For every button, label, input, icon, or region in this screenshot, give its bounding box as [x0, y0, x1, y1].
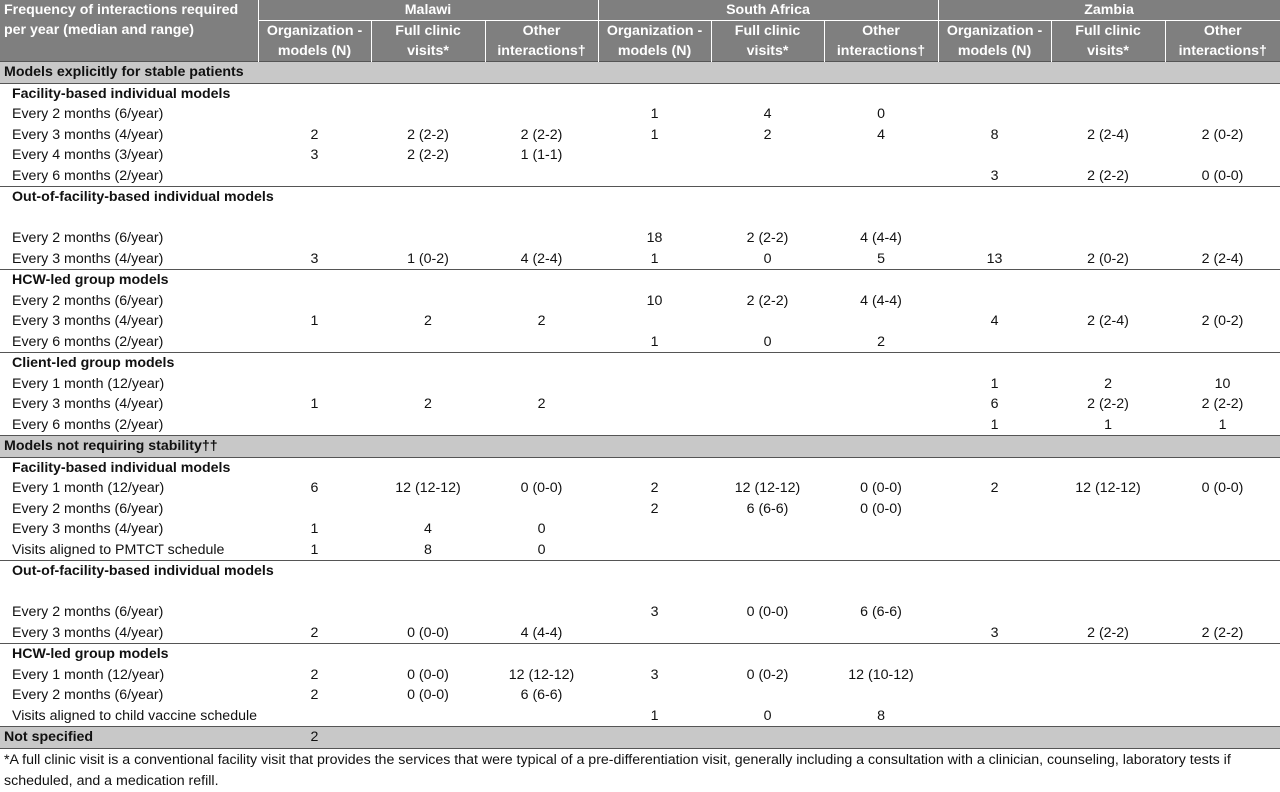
table-cell: [1165, 228, 1280, 249]
table-cell: 2: [990, 480, 999, 497]
table-cell: [938, 145, 1051, 166]
group-title: Client-led group models: [0, 353, 1280, 374]
table-cell: 5: [877, 250, 885, 267]
table-cell: [1051, 291, 1165, 312]
table-cell: [1051, 519, 1165, 540]
table-cell: 12 (12-12): [1075, 480, 1141, 497]
row-label: Every 3 months (4/year): [12, 126, 164, 143]
table-cell: [371, 374, 485, 395]
table-cell: 2: [537, 396, 546, 413]
table-row: [0, 291, 1280, 312]
table-cell: [371, 104, 485, 125]
table-cell: 0: [763, 707, 772, 724]
table-cell: [598, 685, 711, 706]
table-row: [0, 685, 1280, 706]
table-cell: [1051, 145, 1165, 166]
table-cell: 1: [990, 416, 999, 433]
table-cell: [258, 499, 371, 520]
table-cell: [598, 166, 711, 187]
table-cell: [938, 727, 1051, 749]
table-cell: [258, 332, 371, 353]
table-cell: [485, 104, 598, 125]
table-cell: 2: [877, 333, 885, 350]
spacer-cell: [0, 208, 1280, 229]
table-cell: [711, 727, 824, 749]
table-cell: [711, 374, 824, 395]
table-cell: 0 (0-0): [746, 604, 789, 621]
table-cell: 2 (2-2): [746, 292, 789, 309]
table-cell: [824, 374, 938, 395]
table-cell: [371, 602, 485, 623]
table-cell: [711, 519, 824, 540]
row-label: Every 3 months (4/year): [12, 521, 164, 538]
group-header-row: [0, 83, 1280, 104]
table-cell: 2 (2-2): [1087, 396, 1129, 413]
table-cell: [371, 727, 485, 749]
table-cell: 1: [310, 396, 319, 413]
row-label: Every 4 months (3/year): [12, 147, 164, 164]
table-cell: [371, 706, 485, 727]
table-cell: 2: [1104, 375, 1112, 392]
table-cell: 12 (12-12): [734, 480, 801, 497]
table-cell: 1: [1104, 416, 1112, 433]
table-cell: [485, 374, 598, 395]
table-cell: 2 (2-2): [1087, 167, 1129, 184]
table-cell: 2 (2-2): [407, 126, 449, 143]
table-cell: 2: [310, 624, 319, 641]
table-cell: [598, 145, 711, 166]
table-cell: 0: [537, 521, 546, 538]
subcol-header: Full clinic visits*: [711, 21, 824, 62]
table-cell: 2: [424, 396, 432, 413]
table-cell: 2 (2-2): [1087, 624, 1129, 641]
table-cell: 1: [650, 126, 659, 143]
table-cell: [938, 665, 1051, 686]
table-cell: 2 (2-2): [1201, 624, 1244, 641]
table-cell: [598, 311, 711, 332]
table-cell: [1051, 685, 1165, 706]
table-cell: 2 (2-2): [407, 147, 449, 164]
table-cell: [824, 685, 938, 706]
table-cell: 3: [990, 624, 999, 641]
table-cell: [598, 415, 711, 436]
table-cell: 6 (6-6): [860, 604, 902, 621]
group-header-row: [0, 644, 1280, 665]
group-header-row: [0, 187, 1280, 208]
table-cell: 1: [990, 375, 999, 392]
group-title: Facility-based individual models: [12, 459, 231, 476]
row-label: Every 3 months (4/year): [12, 396, 164, 413]
table-cell: [258, 374, 371, 395]
table-cell: 4: [424, 521, 432, 538]
table-cell: [485, 415, 598, 436]
table-cell: [1165, 685, 1280, 706]
table-cell: 2 (2-2): [746, 230, 789, 247]
table-cell: [711, 415, 824, 436]
table-cell: [598, 623, 711, 644]
table-cell: 4: [877, 126, 885, 143]
table-cell: [824, 623, 938, 644]
table-row: [0, 145, 1280, 166]
spacer-row: [0, 582, 1280, 603]
group-header-row: [0, 270, 1280, 291]
country-header-south-africa: South Africa: [598, 0, 938, 21]
table-cell: 1: [310, 313, 319, 330]
table-cell: [938, 602, 1051, 623]
row-label: Visits aligned to child vaccine schedule: [12, 707, 258, 724]
table-row: [0, 311, 1280, 332]
table-cell: [711, 394, 824, 415]
table-cell: 1 (1-1): [520, 147, 563, 164]
table-cell: [1165, 519, 1280, 540]
table-cell: [824, 311, 938, 332]
table-cell: 2: [763, 126, 772, 143]
table-cell: 2 (2-2): [520, 126, 563, 143]
table-cell: 4 (4-4): [860, 230, 902, 247]
table-cell: 1 (0-2): [407, 250, 449, 267]
table-cell: [485, 706, 598, 727]
table-cell: 6 (6-6): [746, 500, 789, 517]
table-cell: 1: [650, 333, 659, 350]
table-cell: [938, 519, 1051, 540]
section-title: Models explicitly for stable patients: [0, 62, 1280, 84]
table-row: [0, 478, 1280, 499]
table-cell: 2: [537, 313, 546, 330]
table-cell: [938, 228, 1051, 249]
subcol-header: Other interactions†: [824, 21, 938, 62]
table-row: [0, 249, 1280, 270]
row-label: Every 1 month (12/year): [12, 375, 165, 392]
subcol-header: Organization -models (N): [598, 21, 711, 62]
table-cell: 2: [424, 313, 432, 330]
group-title: HCW-led group models: [0, 270, 1280, 291]
country-header-zambia: Zambia: [938, 0, 1280, 21]
table-cell: 2: [650, 480, 659, 497]
table-row: [0, 602, 1280, 623]
table-cell: [371, 228, 485, 249]
table-cell: 3: [990, 167, 999, 184]
table-cell: 0: [763, 250, 772, 267]
table-cell: [1051, 706, 1165, 727]
table-cell: [598, 374, 711, 395]
table-cell: [485, 499, 598, 520]
table-cell: 6: [990, 396, 999, 413]
subcol-header: Full clinic visits*: [1051, 21, 1165, 62]
table-cell: 8: [424, 541, 432, 558]
table-cell: 3: [310, 250, 319, 267]
table-cell: [1165, 602, 1280, 623]
table-cell: 1: [310, 541, 319, 558]
table-cell: [824, 415, 938, 436]
row-label: Every 2 months (6/year): [12, 500, 164, 517]
table-cell: 0 (0-0): [407, 687, 449, 704]
row-label: Not specified: [0, 727, 258, 749]
table-cell: [824, 540, 938, 561]
table-cell: [1051, 540, 1165, 561]
table-cell: [258, 706, 371, 727]
table-cell: [1165, 145, 1280, 166]
group-title: Out-of-facility-based individual models: [0, 561, 1280, 582]
table-cell: 3: [650, 666, 659, 683]
table-cell: 0 (0-0): [860, 500, 902, 517]
table-row: [0, 104, 1280, 125]
table-cell: [824, 727, 938, 749]
table-cell: [938, 540, 1051, 561]
table-row: [0, 706, 1280, 727]
table-cell: [1051, 602, 1165, 623]
subcol-header: Other interactions†: [1165, 21, 1280, 62]
row-label: Visits aligned to PMTCT schedule: [12, 541, 225, 558]
table-cell: 2: [310, 687, 319, 704]
table-cell: 12 (12-12): [395, 480, 461, 497]
country-header-malawi: Malawi: [258, 0, 598, 21]
group-title: Facility-based individual models: [12, 85, 231, 102]
not-specified-row: [0, 727, 1280, 749]
table-cell: [485, 332, 598, 353]
row-label: Every 3 months (4/year): [12, 250, 164, 267]
table-cell: [1051, 104, 1165, 125]
table-cell: [824, 145, 938, 166]
table-row: [0, 665, 1280, 686]
table-cell: 6 (6-6): [520, 687, 563, 704]
table-cell: [1165, 706, 1280, 727]
subcol-header: Full clinic visits*: [371, 21, 485, 62]
row-label: Every 6 months (2/year): [12, 333, 164, 350]
table-cell: 0 (0-0): [1201, 480, 1244, 497]
table-cell: 0: [763, 333, 772, 350]
table-cell: 3: [310, 147, 319, 164]
table-cell: [1165, 727, 1280, 749]
table-cell: [1165, 332, 1280, 353]
table-cell: 2 (0-2): [1201, 313, 1244, 330]
table-cell: [598, 394, 711, 415]
group-header-row: [0, 561, 1280, 582]
section-title: Models not requiring stability††: [0, 436, 1280, 458]
table-cell: 0 (0-0): [407, 666, 449, 683]
table-cell: 12 (12-12): [508, 666, 575, 683]
table-cell: 1: [650, 707, 659, 724]
table-cell: [1051, 228, 1165, 249]
table-cell: 0 (0-0): [1201, 167, 1244, 184]
table-cell: [1165, 499, 1280, 520]
section-header-row: [0, 62, 1280, 84]
table-cell: [711, 311, 824, 332]
row-label: Every 2 months (6/year): [12, 292, 164, 309]
table-cell: 1: [310, 521, 319, 538]
table-cell: [824, 166, 938, 187]
table-cell: [711, 145, 824, 166]
table-cell: [1165, 665, 1280, 686]
spacer-row: [0, 208, 1280, 229]
row-label: Every 3 months (4/year): [12, 313, 164, 330]
table-cell: [1165, 104, 1280, 125]
table-cell: [938, 499, 1051, 520]
table-cell: 4 (4-4): [520, 624, 563, 641]
row-label: Every 2 months (6/year): [12, 687, 164, 704]
subcol-header: Other interactions†: [485, 21, 598, 62]
table-cell: [258, 415, 371, 436]
table-cell: 4: [763, 106, 772, 123]
table-cell: [371, 415, 485, 436]
table-cell: 4 (4-4): [860, 292, 902, 309]
group-header-row: [0, 457, 1280, 478]
table-cell: 2: [258, 727, 371, 749]
table-cell: [485, 228, 598, 249]
table-cell: [598, 727, 711, 749]
group-title: HCW-led group models: [0, 644, 1280, 665]
table-cell: 0: [537, 541, 546, 558]
row-label: Every 1 month (12/year): [12, 666, 165, 683]
table-cell: 13: [986, 250, 1003, 267]
table-cell: 4 (2-4): [520, 250, 563, 267]
subcol-header: Organization -models (N): [938, 21, 1051, 62]
table-cell: 2 (2-2): [1201, 396, 1244, 413]
table-cell: [711, 166, 824, 187]
table-cell: 2: [650, 500, 659, 517]
table-cell: [938, 104, 1051, 125]
table-cell: 2 (2-4): [1087, 126, 1129, 143]
group-title: Out-of-facility-based individual models: [0, 187, 1280, 208]
table-cell: [711, 685, 824, 706]
group-header-row: [0, 353, 1280, 374]
table-row: [0, 540, 1280, 561]
table-cell: [258, 291, 371, 312]
row-label: Every 2 months (6/year): [12, 106, 164, 123]
table-cell: [258, 166, 371, 187]
table-cell: 12 (10-12): [848, 666, 914, 683]
table-cell: [485, 602, 598, 623]
table-cell: 2 (2-4): [1201, 250, 1244, 267]
table-cell: 0: [877, 106, 885, 123]
table-cell: [371, 332, 485, 353]
row-label: Every 1 month (12/year): [12, 480, 165, 497]
table-cell: 2 (2-4): [1087, 313, 1129, 330]
table-cell: [485, 291, 598, 312]
table-cell: [824, 519, 938, 540]
table-cell: 2 (0-2): [1087, 250, 1129, 267]
table-cell: 10: [1214, 375, 1231, 392]
table-cell: 4: [990, 313, 999, 330]
table-cell: [824, 394, 938, 415]
table-cell: 8: [990, 126, 999, 143]
table-cell: [1051, 665, 1165, 686]
table-cell: 8: [877, 707, 885, 724]
table-body: [0, 62, 1280, 749]
row-label: Every 6 months (2/year): [12, 167, 164, 184]
table-cell: [598, 519, 711, 540]
table-cell: 3: [650, 604, 659, 621]
table-cell: 0 (0-0): [860, 480, 902, 497]
table-row: [0, 394, 1280, 415]
table-cell: [258, 104, 371, 125]
table-cell: [258, 228, 371, 249]
table-cell: 0 (0-0): [407, 624, 449, 641]
table-cell: 1: [650, 250, 659, 267]
table-cell: 1: [1218, 416, 1227, 433]
row-label: Every 3 months (4/year): [12, 624, 164, 641]
table-row: [0, 415, 1280, 436]
table-cell: [258, 602, 371, 623]
table-cell: [711, 623, 824, 644]
table-row: [0, 332, 1280, 353]
table-cell: [371, 166, 485, 187]
row-label: Every 2 months (6/year): [12, 604, 164, 621]
table-cell: [1165, 540, 1280, 561]
table-row: [0, 623, 1280, 644]
table-row: [0, 166, 1280, 187]
table-cell: [1165, 291, 1280, 312]
table-cell: 10: [646, 292, 663, 309]
table-cell: [371, 291, 485, 312]
table-row: [0, 125, 1280, 146]
table-cell: [1051, 727, 1165, 749]
table-cell: 2: [310, 126, 319, 143]
table-cell: [938, 291, 1051, 312]
table-row: [0, 519, 1280, 540]
table-cell: [938, 685, 1051, 706]
table-cell: [485, 727, 598, 749]
table-cell: [938, 706, 1051, 727]
table-cell: [371, 499, 485, 520]
table-cell: [711, 540, 824, 561]
spacer-cell: [0, 582, 1280, 603]
table-cell: 0 (0-2): [746, 666, 789, 683]
row-label: Every 2 months (6/year): [12, 230, 164, 247]
footnote: *A full clinic visit is a conventional facility visit that provides the services that were typical of a pre-differentiation visit, generally including a consultation with a clinician, counseling, laboratory tests if scheduled, and a medication refill.: [4, 751, 1231, 789]
subcol-header: Organization -models (N): [258, 21, 371, 62]
table-cell: [1051, 332, 1165, 353]
table-cell: 2 (0-2): [1201, 126, 1244, 143]
table-cell: 18: [646, 230, 663, 247]
table-cell: [598, 540, 711, 561]
table-row: [0, 374, 1280, 395]
table-cell: 6: [310, 480, 319, 497]
table-row: [0, 228, 1280, 249]
row-label: Every 6 months (2/year): [12, 416, 164, 433]
table-cell: [1051, 499, 1165, 520]
row-label-header: Frequency of interactions required per year (median and range): [0, 0, 258, 62]
table-row: [0, 499, 1280, 520]
table-cell: 1: [650, 106, 659, 123]
section-header-row: [0, 436, 1280, 458]
table-cell: 2: [310, 666, 319, 683]
table-cell: 0 (0-0): [520, 480, 563, 497]
table-cell: [938, 332, 1051, 353]
table-cell: [485, 166, 598, 187]
